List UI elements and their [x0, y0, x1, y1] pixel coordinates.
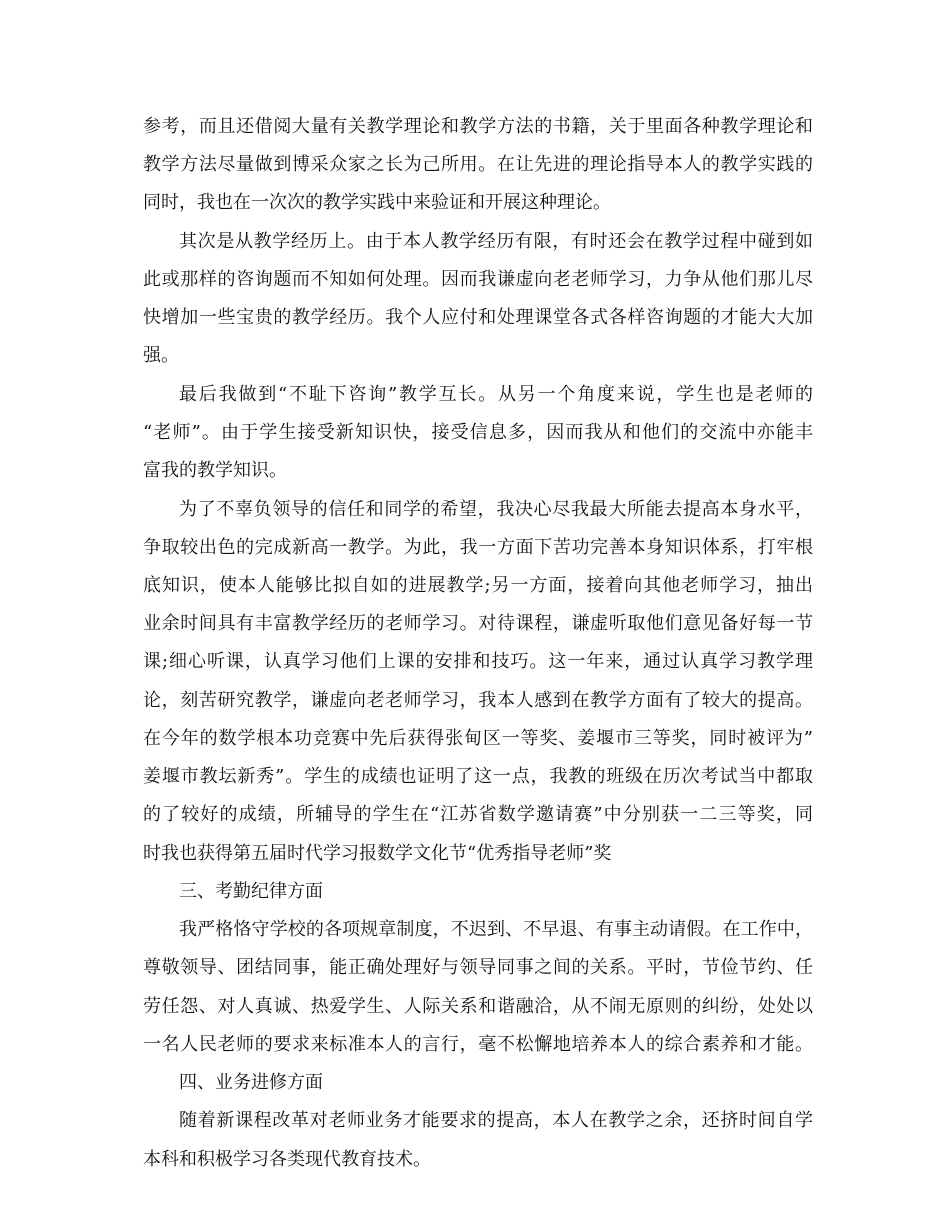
text-line: 课;细心听课，认真学习他们上课的安排和技巧。这一年来，通过认真学习教学理 [143, 651, 813, 672]
text-line: 尊敬领导、团结同事，能正确处理好与领导同事之间的关系。平时，节俭节约、任 [143, 957, 813, 978]
text-line: 业余时间具有丰富教学经历的老师学习。对待课程，谦虚听取他们意见备好每一节 [143, 613, 813, 634]
text-line: 同时，我也在一次次的教学实践中来验证和开展这种理论。 [143, 192, 611, 213]
text-line: 随着新课程改革对老师业务才能要求的提高，本人在教学之余，还挤时间自学 [179, 1110, 813, 1131]
text-line: 时我也获得第五届时代学习报数学文化节“优秀指导老师”奖 [143, 843, 612, 864]
text-line: 在今年的数学根本功竞赛中先后获得张甸区一等奖、姜堰市三等奖，同时被评为” [143, 728, 813, 749]
text-line: 我严格恪守学校的各项规章制度，不迟到、不早退、有事主动请假。在工作中， [179, 919, 813, 940]
text-line: 论，刻苦研究教学，谦虚向老老师学习，我本人感到在教学方面有了较大的提高。 [143, 690, 813, 711]
text-line: 强。 [143, 345, 179, 366]
text-line: 教学方法尽量做到博采众家之长为己所用。在让先进的理论指导本人的教学实践的 [143, 154, 813, 175]
text-line: 富我的教学知识。 [143, 460, 287, 481]
text-line: 本科和积极学习各类现代教育技术。 [143, 1149, 431, 1170]
text-line: 争取较出色的完成新高一教学。为此，我一方面下苦功完善本身知识体系，打牢根 [143, 537, 813, 558]
text-line: 姜堰市教坛新秀”。学生的成绩也证明了这一点，我教的班级在历次考试当中都取 [143, 766, 813, 787]
text-line: 快增加一些宝贵的教学经历。我个人应付和处理课堂各式各样咨询题的才能大大加 [143, 307, 813, 328]
text-line: 一名人民老师的要求来标准本人的言行，毫不松懈地培养本人的综合素养和才能。 [143, 1034, 813, 1055]
text-line: 劳任怨、对人真诚、热爱学生、人际关系和谐融洽，从不闹无原则的纠纷，处处以 [143, 996, 813, 1017]
text-line: 最后我做到“不耻下咨询”教学互长。从另一个角度来说，学生也是老师的 [179, 384, 813, 405]
text-line: “老师”。由于学生接受新知识快，接受信息多，因而我从和他们的交流中亦能丰 [143, 422, 813, 443]
text-line: 底知识，使本人能够比拟自如的进展教学;另一方面，接着向其他老师学习，抽出 [143, 575, 813, 596]
text-line: 为了不辜负领导的信任和同学的希望，我决心尽我最大所能去提高本身水平， [179, 499, 813, 520]
text-line: 此或那样的咨询题而不知如何处理。因而我谦虚向老老师学习，力争从他们那儿尽 [143, 269, 813, 290]
text-line: 参考，而且还借阅大量有关教学理论和教学方法的书籍，关于里面各种教学理论和 [143, 116, 813, 137]
section-heading: 四、业务进修方面 [179, 1072, 323, 1093]
text-line: 的了较好的成绩，所辅导的学生在“江苏省数学邀请赛”中分别获一二三等奖，同 [143, 804, 813, 825]
text-line: 其次是从教学经历上。由于本人教学经历有限，有时还会在教学过程中碰到如 [179, 231, 813, 252]
section-heading: 三、考勤纪律方面 [179, 881, 323, 902]
